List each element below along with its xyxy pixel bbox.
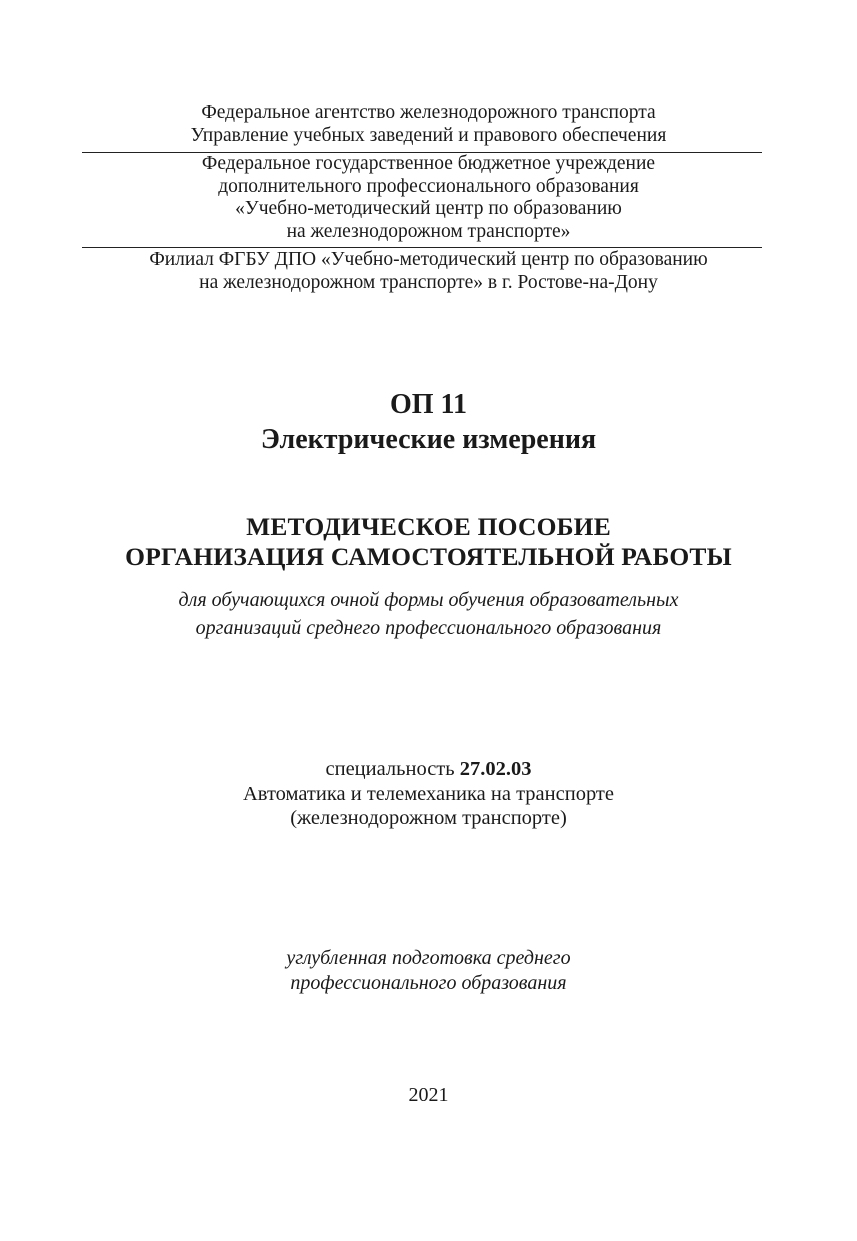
discipline-title: Электрические измерения xyxy=(260,424,597,455)
training-level xyxy=(0,946,857,996)
agency-line: Управление учебных заведений и правового обеспечения xyxy=(190,124,667,146)
institution-line: на железнодорожном транспорте» xyxy=(286,220,571,242)
specialty-name-line: Автоматика и телемеханика на транспорте xyxy=(243,782,614,805)
institution-line: дополнительного профессионального образования xyxy=(218,175,639,197)
specialty-block xyxy=(0,757,857,831)
institution-line: «Учебно-методический центр по образованию xyxy=(235,198,622,219)
audience-note xyxy=(0,586,857,642)
specialty-line xyxy=(0,757,857,782)
document-type-line: МЕТОДИЧЕСКОЕ ПОСОБИЕ xyxy=(246,512,611,541)
specialty-name-line: (железнодорожном транспорте) xyxy=(290,807,567,829)
audience-line: организаций среднего профессионального образования xyxy=(195,617,662,639)
specialty-code: 27.02.03 xyxy=(459,758,532,780)
branch-line: Филиал ФГБУ ДПО «Учебно-методический центр по образованию xyxy=(149,249,708,270)
branch-block xyxy=(0,249,857,294)
audience-line: для обучающихся очной формы обучения образовательных xyxy=(178,589,679,611)
institution-block xyxy=(0,153,857,243)
training-level-line: профессионального образования xyxy=(290,972,567,994)
training-level-line: углубленная подготовка среднего xyxy=(286,947,571,969)
divider-rule xyxy=(82,247,762,248)
discipline-code: ОП 11 xyxy=(389,389,467,420)
publication-year: 2021 xyxy=(408,1084,449,1106)
branch-line: на железнодорожном транспорте» в г. Ростове-на-Дону xyxy=(199,271,658,293)
document-type xyxy=(0,512,857,572)
institution-line: Федеральное государственное бюджетное учреждение xyxy=(201,153,656,174)
document-type-line: ОРГАНИЗАЦИЯ САМОСТОЯТЕЛЬНОЙ РАБОТЫ xyxy=(125,542,732,571)
specialty-label: специальность xyxy=(325,758,455,780)
agency-block xyxy=(0,102,857,147)
agency-line: Федеральное агентство железнодорожного транспорта xyxy=(201,102,656,123)
